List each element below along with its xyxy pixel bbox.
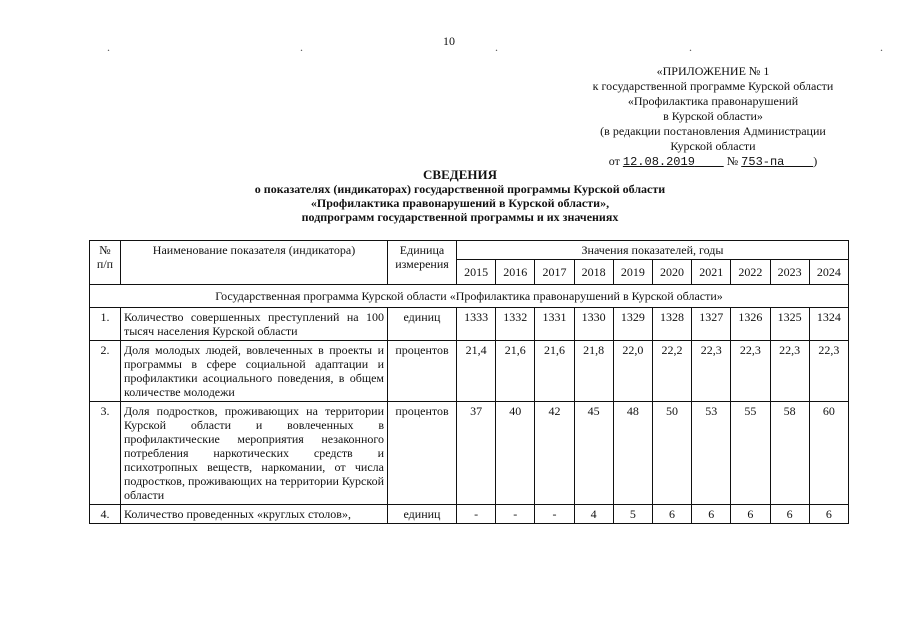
row-value: 6	[809, 505, 848, 524]
title-line: «Профилактика правонарушений в Курской области»,	[310, 196, 610, 210]
row-value: 22,0	[613, 341, 652, 402]
header-year: 2016	[496, 260, 535, 285]
header-unit: Единица измерения	[388, 241, 457, 285]
row-value: 58	[770, 402, 809, 505]
table-row	[90, 505, 849, 524]
header-num: № п/п	[90, 241, 121, 285]
row-value: 1325	[770, 308, 809, 341]
row-value: 22,2	[652, 341, 691, 402]
row-value: 1330	[574, 308, 613, 341]
row-value: 1328	[652, 308, 691, 341]
row-value: 21,4	[457, 341, 496, 402]
appendix-line: «ПРИЛОЖЕНИЕ № 1	[656, 64, 770, 78]
row-value: 21,6	[496, 341, 535, 402]
row-value: 40	[496, 402, 535, 505]
row-value: 22,3	[809, 341, 848, 402]
row-value: 6	[770, 505, 809, 524]
row-value: 60	[809, 402, 848, 505]
row-unit: единиц	[388, 505, 457, 524]
header-year: 2018	[574, 260, 613, 285]
table-row	[90, 341, 849, 402]
scan-speck: .	[300, 40, 303, 54]
section-title: Государственная программа Курской области «Профилактика правонарушений в Курской области»	[90, 285, 849, 308]
row-value: 1331	[535, 308, 574, 341]
row-value: 53	[692, 402, 731, 505]
row-value: 1332	[496, 308, 535, 341]
row-num: 2.	[90, 341, 121, 402]
row-value: -	[457, 505, 496, 524]
title-main: СВЕДЕНИЯ	[423, 167, 497, 182]
appendix-block	[548, 64, 878, 170]
row-value: 1333	[457, 308, 496, 341]
table-row	[90, 402, 849, 505]
row-value: 6	[652, 505, 691, 524]
closing-paren: )	[813, 154, 818, 168]
title-line: о показателях (индикаторах) государственной программы Курской области	[254, 182, 666, 196]
row-value: 1329	[613, 308, 652, 341]
row-name: Количество проведенных «круглых столов»,	[121, 505, 388, 524]
row-value: -	[496, 505, 535, 524]
header-name: Наименование показателя (индикатора)	[121, 241, 388, 285]
row-value: 1324	[809, 308, 848, 341]
header-year: 2020	[652, 260, 691, 285]
row-value: 6	[692, 505, 731, 524]
row-unit: единиц	[388, 308, 457, 341]
document-title	[180, 168, 740, 224]
appendix-line: к государственной программе Курской области	[592, 79, 834, 93]
row-num: 4.	[90, 505, 121, 524]
row-value: 42	[535, 402, 574, 505]
row-value: 55	[731, 402, 770, 505]
appendix-line: (в редакции постановления Администрации	[600, 124, 826, 138]
row-value: 6	[731, 505, 770, 524]
row-value: 22,3	[731, 341, 770, 402]
header-year: 2015	[457, 260, 496, 285]
indicators-table	[89, 240, 849, 524]
row-value: 21,6	[535, 341, 574, 402]
header-year: 2022	[731, 260, 770, 285]
scan-speck: .	[495, 40, 498, 54]
row-unit: процентов	[388, 341, 457, 402]
row-value: 37	[457, 402, 496, 505]
row-value: 4	[574, 505, 613, 524]
header-year: 2024	[809, 260, 848, 285]
row-unit: процентов	[388, 402, 457, 505]
decree-date: 12.08.2019	[622, 155, 695, 169]
row-value: 1327	[692, 308, 731, 341]
scan-speck: .	[107, 40, 110, 54]
row-value: 45	[574, 402, 613, 505]
scan-speck: .	[689, 40, 692, 54]
row-value: 22,3	[692, 341, 731, 402]
header-values-group: Значения показателей, годы	[457, 241, 849, 260]
row-value: 50	[652, 402, 691, 505]
row-value: 1326	[731, 308, 770, 341]
date-prefix: от	[608, 154, 620, 168]
appendix-line: «Профилактика правонарушений	[627, 94, 799, 108]
table-row	[90, 308, 849, 341]
row-value: 21,8	[574, 341, 613, 402]
row-value: 5	[613, 505, 652, 524]
appendix-line: в Курской области»	[663, 109, 763, 123]
row-value: 22,3	[770, 341, 809, 402]
row-num: 3.	[90, 402, 121, 505]
row-name: Доля молодых людей, вовлеченных в проекты и программы в сфере социальной адаптации и профилактики асоциального поведения, в общем количестве молодежи	[121, 341, 388, 402]
header-year: 2023	[770, 260, 809, 285]
header-year: 2019	[613, 260, 652, 285]
title-line: подпрограмм государственной программы и их значениях	[301, 210, 619, 224]
row-value: -	[535, 505, 574, 524]
number-prefix: №	[726, 154, 739, 168]
page-number: 10	[443, 34, 455, 48]
row-num: 1.	[90, 308, 121, 341]
header-year: 2021	[692, 260, 731, 285]
header-year: 2017	[535, 260, 574, 285]
section-row	[90, 285, 849, 308]
decree-number: 753-па	[741, 155, 785, 169]
row-name: Количество совершенных преступлений на 100 тысяч населения Курской области	[121, 308, 388, 341]
scan-speck: .	[880, 40, 883, 54]
row-value: 48	[613, 402, 652, 505]
row-name: Доля подростков, проживающих на территории Курской области и вовлеченных в профилактические мероприятия незаконного потребления наркотических средств и психотропных веществ, наркомании, от числа подростков, проживающих на территории Курской области	[121, 402, 388, 505]
appendix-line: Курской области	[670, 139, 756, 153]
